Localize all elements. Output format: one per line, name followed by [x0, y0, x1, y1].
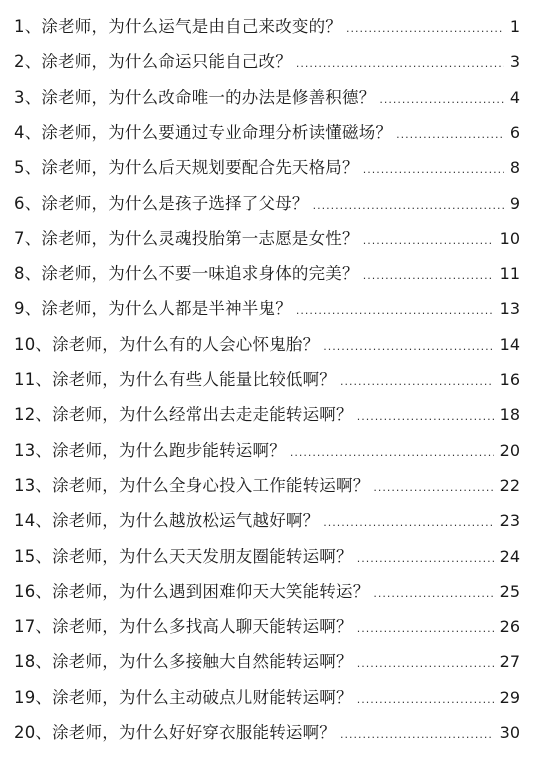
dot-leader	[357, 544, 494, 574]
toc-entry[interactable]	[14, 330, 520, 360]
toc-entry[interactable]	[14, 365, 520, 395]
page-number: 22	[499, 475, 520, 495]
toc-entry[interactable]	[14, 12, 520, 42]
toc-entry[interactable]	[14, 683, 520, 713]
dot-leader	[313, 191, 504, 221]
page-number: 10	[499, 228, 520, 248]
dot-leader	[396, 120, 504, 150]
toc-entry[interactable]	[14, 224, 520, 254]
page-number: 24	[499, 546, 520, 566]
page-number: 30	[499, 723, 520, 742]
page-number: 3	[509, 52, 520, 72]
dot-leader	[357, 685, 494, 715]
dot-leader	[357, 614, 494, 644]
dot-leader	[363, 155, 504, 185]
page-number: 18	[499, 405, 520, 425]
entry-title: 5、涂老师，为什么后天规划要配合先天格局？	[14, 158, 359, 178]
dot-leader	[373, 473, 493, 503]
page-number: 9	[509, 193, 520, 213]
page-number: 26	[499, 617, 520, 637]
entry-title: 2、涂老师，为什么命运只能自己改？	[14, 52, 292, 72]
toc-entry[interactable]	[14, 259, 520, 289]
toc-entry[interactable]	[14, 647, 520, 677]
dot-leader	[357, 402, 494, 432]
toc-entry[interactable]	[14, 436, 520, 466]
entry-title: 1、涂老师，为什么运气是由自己来改变的？	[14, 17, 342, 36]
page-number: 1	[509, 17, 520, 36]
toc-entry[interactable]	[14, 47, 520, 77]
entry-title: 8、涂老师，为什么不要一味追求身体的完美？	[14, 264, 359, 284]
toc-entry[interactable]	[14, 189, 520, 219]
page-number: 14	[499, 334, 520, 354]
toc-entry[interactable]	[14, 294, 520, 324]
dot-leader	[379, 85, 503, 115]
entry-title: 3、涂老师，为什么改命唯一的办法是修善积德？	[14, 87, 376, 107]
toc-entry[interactable]	[14, 577, 520, 607]
dot-leader	[290, 438, 494, 468]
page-number: 25	[499, 581, 520, 601]
entry-title: 12、涂老师，为什么经常出去走走能转运啊？	[14, 405, 353, 425]
entry-title: 18、涂老师，为什么多接触大自然能转运啊？	[14, 652, 353, 672]
page-number: 11	[499, 264, 520, 284]
toc-entry[interactable]	[14, 542, 520, 572]
page-number: 4	[509, 87, 520, 107]
entry-title: 19、涂老师，为什么主动破点儿财能转运啊？	[14, 687, 353, 707]
dot-leader	[346, 14, 504, 44]
page-number: 20	[499, 440, 520, 460]
toc-entry[interactable]	[14, 718, 520, 748]
entry-title: 13、涂老师，为什么跑步能转运啊？	[14, 440, 286, 460]
entry-title: 15、涂老师，为什么天天发朋友圈能转运啊？	[14, 546, 353, 566]
entry-title: 9、涂老师，为什么人都是半神半鬼？	[14, 299, 292, 319]
dot-leader	[296, 296, 494, 326]
dot-leader	[340, 720, 494, 750]
entry-title: 11、涂老师，为什么有些人能量比较低啊？	[14, 370, 336, 389]
page-number: 16	[499, 370, 520, 389]
entry-title: 14、涂老师，为什么越放松运气越好啊？	[14, 511, 320, 531]
toc-entry[interactable]	[14, 153, 520, 183]
toc-entry[interactable]	[14, 612, 520, 642]
page-number: 23	[499, 511, 520, 531]
dot-leader	[357, 649, 494, 679]
entry-title: 17、涂老师，为什么多找高人聊天能转运啊？	[14, 617, 353, 637]
dot-leader	[323, 332, 493, 362]
toc-entry[interactable]	[14, 471, 520, 501]
entry-title: 16、涂老师，为什么遇到困难仰天大笑能转运？	[14, 581, 370, 601]
toc-entry[interactable]	[14, 118, 520, 148]
entry-title: 13、涂老师，为什么全身心投入工作能转运啊？	[14, 475, 370, 495]
page-number: 29	[499, 687, 520, 707]
entry-title: 7、涂老师，为什么灵魂投胎第一志愿是女性？	[14, 228, 359, 248]
entry-title: 4、涂老师，为什么要通过专业命理分析读懂磁场？	[14, 122, 393, 142]
page-number: 27	[499, 652, 520, 672]
dot-leader	[363, 261, 494, 291]
entry-title: 6、涂老师，为什么是孩子选择了父母？	[14, 193, 309, 213]
page-number: 8	[509, 158, 520, 178]
dot-leader	[296, 49, 504, 79]
entry-title: 10、涂老师，为什么有的人会心怀鬼胎？	[14, 334, 320, 354]
dot-leader	[340, 367, 494, 397]
toc-entry[interactable]	[14, 400, 520, 430]
toc-entry[interactable]	[14, 506, 520, 536]
page-number: 13	[499, 299, 520, 319]
dot-leader	[373, 579, 493, 609]
dot-leader	[363, 226, 494, 256]
page-number: 6	[509, 122, 520, 142]
dot-leader	[323, 508, 493, 538]
entry-title: 20、涂老师，为什么好好穿衣服能转运啊？	[14, 723, 336, 742]
toc-entry[interactable]	[14, 83, 520, 113]
